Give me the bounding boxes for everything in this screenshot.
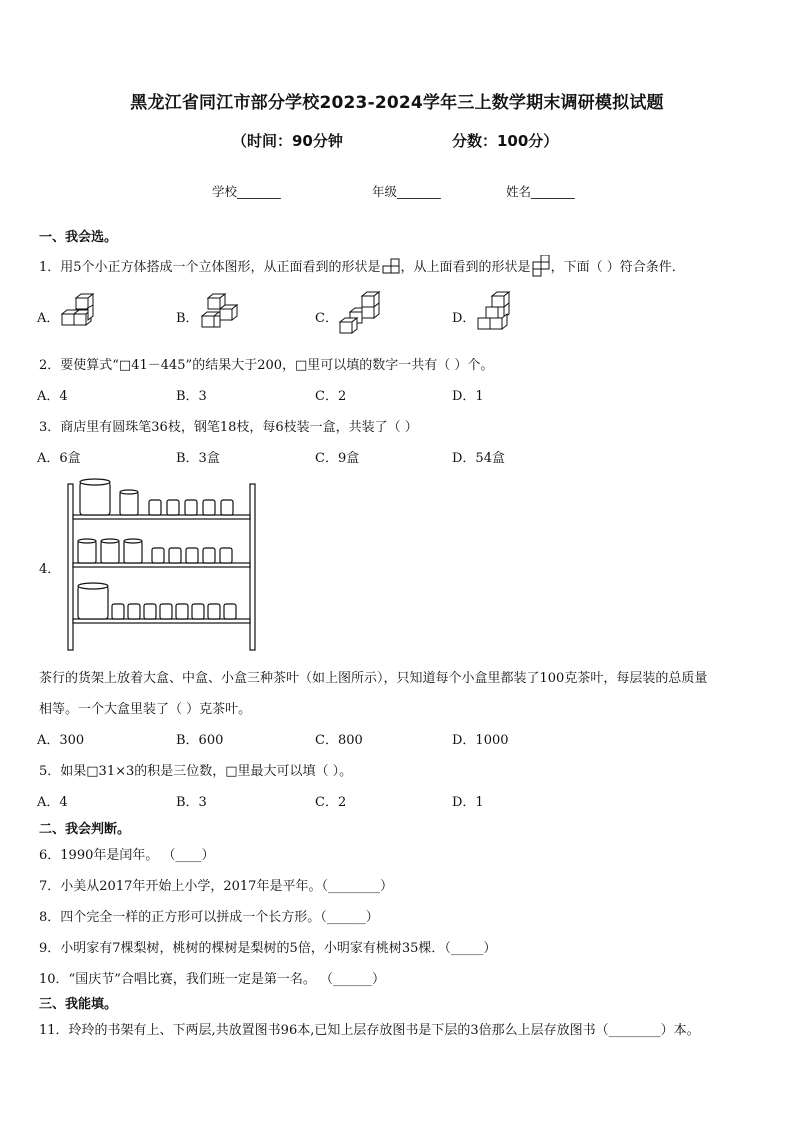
exam-score: 分数：100分） [452, 132, 559, 150]
judge-question-7: 7．小美从2017年开始上小学，2017年是平年。（________） [39, 879, 393, 894]
question-1-text-b: ，从上面看到的形状是 [400, 260, 531, 275]
question-1-text-a: 1．用5个小正方体搭成一个立体图形，从正面看到的形状是 [39, 260, 381, 275]
judge-question-6: 6．1990年是闰年。 （____） [39, 848, 215, 863]
section-heading-choose: 一、我会选。 [39, 230, 118, 245]
school-field[interactable]: 学校_______ [212, 184, 281, 199]
question-1-text-c: ，下面（ ）符合条件． [550, 260, 685, 275]
question-4-line-1: 茶行的货架上放着大盒、中盒、小盒三种茶叶（如上图所示），只知道每个小盒里都装了100克茶叶，每层装的总质量 [39, 671, 708, 686]
judge-question-10: 10．“国庆节”合唱比赛，我们班一定是第一名。 （______） [39, 972, 385, 987]
q2-option-c[interactable]: C．2 [315, 389, 347, 404]
question-1 [39, 255, 685, 277]
q5-option-c[interactable]: C．2 [315, 795, 347, 810]
q4-option-c[interactable]: C．800 [315, 733, 363, 748]
q3-option-c[interactable]: C．9盒 [315, 451, 360, 466]
tea-shelf-figure [64, 476, 260, 652]
q4-option-d[interactable]: D．1000 [452, 733, 509, 748]
cube-stack-c-icon [338, 292, 386, 338]
q2-option-d[interactable]: D．1 [452, 389, 484, 404]
judge-question-9: 9．小明家有7棵梨树，桃树的棵树是梨树的5倍，小明家有桃树35棵．（_____） [39, 941, 497, 956]
q5-option-d[interactable]: D．1 [452, 795, 484, 810]
q4-option-b[interactable]: B．600 [176, 733, 224, 748]
q3-option-b[interactable]: B．3盒 [176, 451, 220, 466]
grade-field[interactable]: 年级_______ [372, 184, 441, 199]
section-heading-fill: 三、我能填。 [39, 997, 118, 1012]
q3-option-a[interactable]: A．6盒 [37, 451, 81, 466]
judge-question-8: 8．四个完全一样的正方形可以拼成一个长方形。（______） [39, 910, 379, 925]
exam-time: （时间：90分钟 [232, 132, 343, 150]
top-view-icon [531, 255, 551, 277]
q1-option-a[interactable]: A． [37, 311, 60, 326]
question-4-number: 4． [39, 562, 61, 577]
q1-option-d[interactable]: D． [452, 311, 476, 326]
q2-option-b[interactable]: B．3 [176, 389, 207, 404]
exam-title: 黑龙江省同江市部分学校2023-2024学年三上数学期末调研模拟试题 [130, 93, 664, 113]
cube-stack-d-icon [476, 292, 518, 336]
name-field[interactable]: 姓名_______ [506, 184, 575, 199]
question-3: 3．商店里有圆珠笔36枝，钢笔18枝，每6枝装一盒，共装了（ ） [39, 420, 418, 435]
q1-option-c[interactable]: C． [315, 311, 338, 326]
cube-stack-a-icon [60, 294, 102, 336]
fill-question-11: 11．玲玲的书架有上、下两层,共放置图书96本,已知上层存放图书是下层的3倍那么上层存放图书（________）本。 [39, 1023, 700, 1038]
front-view-icon [381, 258, 401, 274]
q3-option-d[interactable]: D．54盒 [452, 451, 505, 466]
q4-option-a[interactable]: A．300 [37, 733, 85, 748]
question-4-line-2: 相等。一个大盒里装了（ ）克茶叶。 [39, 702, 252, 717]
q5-option-a[interactable]: A．4 [37, 795, 68, 810]
question-5: 5．如果□31×3的积是三位数，□里最大可以填（ ）。 [39, 764, 353, 779]
cube-stack-b-icon [200, 294, 246, 336]
q5-option-b[interactable]: B．3 [176, 795, 207, 810]
q1-option-b[interactable]: B． [176, 311, 199, 326]
section-heading-judge: 二、我会判断。 [39, 822, 131, 837]
question-2: 2．要使算式“□41－445”的结果大于200，□里可以填的数字一共有（ ）个。 [39, 358, 494, 373]
q2-option-a[interactable]: A．4 [37, 389, 68, 404]
